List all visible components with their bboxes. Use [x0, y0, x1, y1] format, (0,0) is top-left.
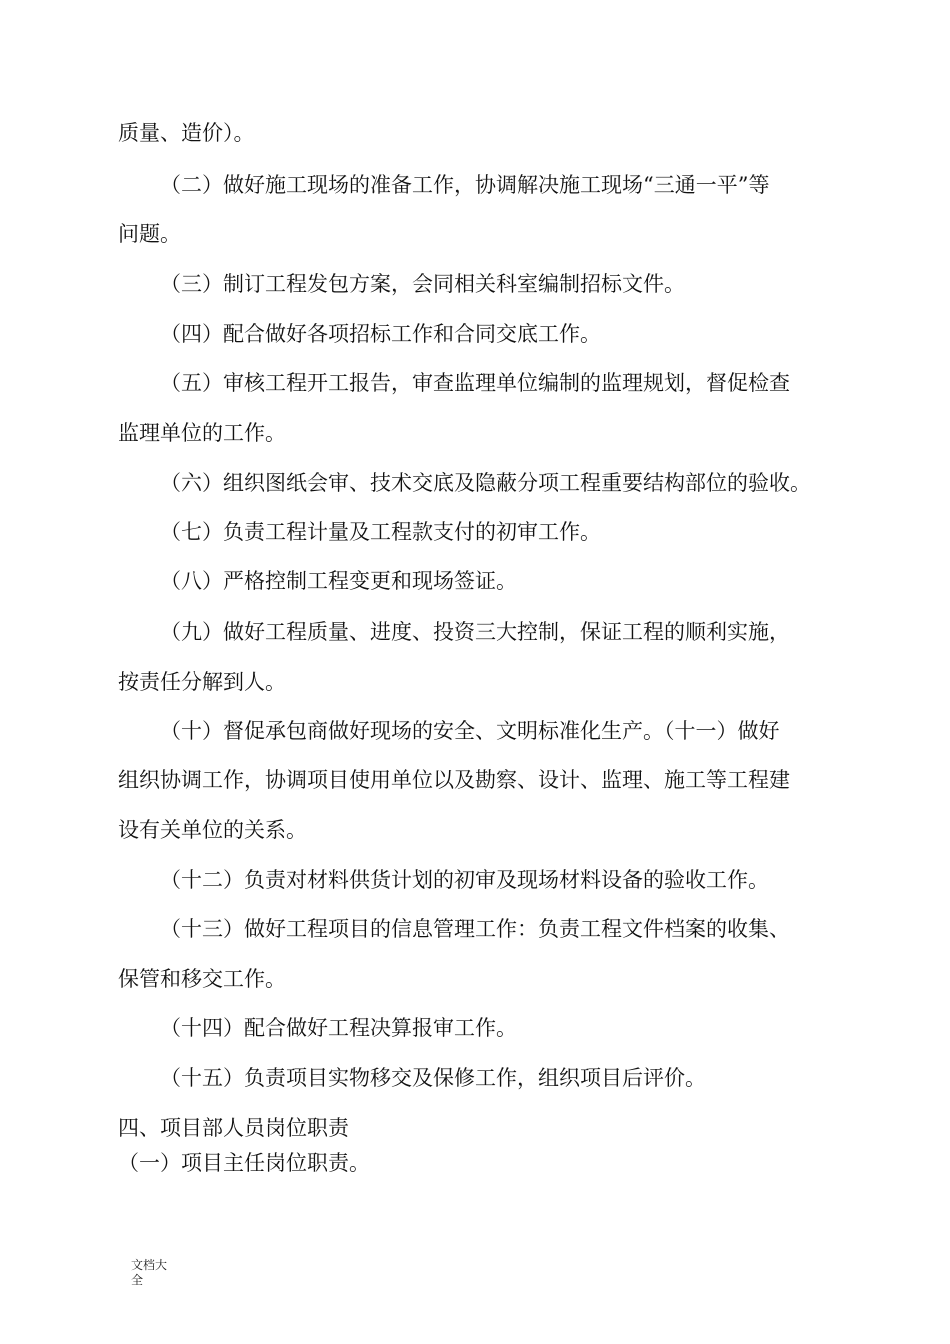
text-line: （十三）做好工程项目的信息管理工作：负责工程文件档案的收集、 — [160, 917, 790, 941]
text-line: （八）严格控制工程变更和现场签证。 — [160, 569, 517, 593]
text-line: （九）做好工程质量、进度、投资三大控制，保证工程的顺利实施， — [160, 620, 790, 644]
text-line: （十）督促承包商做好现场的安全、文明标准化生产。（十一）做好 — [160, 719, 780, 743]
subsection-heading: （一）项目主任岗位职责。 — [118, 1151, 370, 1175]
text-line: （十四）配合做好工程决算报审工作。 — [160, 1016, 517, 1040]
text-line: 设有关单位的关系。 — [118, 818, 307, 842]
text-line: （十五）负责项目实物移交及保修工作，组织项目后评价。 — [160, 1066, 706, 1090]
text-line: （三）制订工程发包方案，会同相关科室编制招标文件。 — [160, 272, 685, 296]
text-line: 问题。 — [118, 222, 181, 246]
footer-label: 全 — [131, 1273, 144, 1287]
text-line: （四）配合做好各项招标工作和合同交底工作。 — [160, 322, 601, 346]
section-heading: 四、项目部人员岗位职责 — [118, 1116, 349, 1140]
text-line: 质量、造价）。 — [118, 121, 255, 145]
text-line: （十二）负责对材料供货计划的初审及现场材料设备的验收工作。 — [160, 868, 769, 892]
text-line: 监理单位的工作。 — [118, 421, 286, 445]
text-line: （六）组织图纸会审、技术交底及隐蔽分项工程重要结构部位的验收。 — [160, 471, 811, 495]
footer-label: 文档大 — [131, 1258, 168, 1272]
text-line: （七）负责工程计量及工程款支付的初审工作。 — [160, 520, 601, 544]
text-line: （五）审核工程开工报告，审查监理单位编制的监理规划，督促检查 — [160, 371, 790, 395]
text-line: 保管和移交工作。 — [118, 967, 286, 991]
text-line: 按责任分解到人。 — [118, 670, 286, 694]
text-line: （二）做好施工现场的准备工作，协调解决施工现场“三通一平”等 — [160, 173, 770, 197]
text-line: 组织协调工作，协调项目使用单位以及勘察、设计、监理、施工等工程建 — [118, 768, 790, 792]
